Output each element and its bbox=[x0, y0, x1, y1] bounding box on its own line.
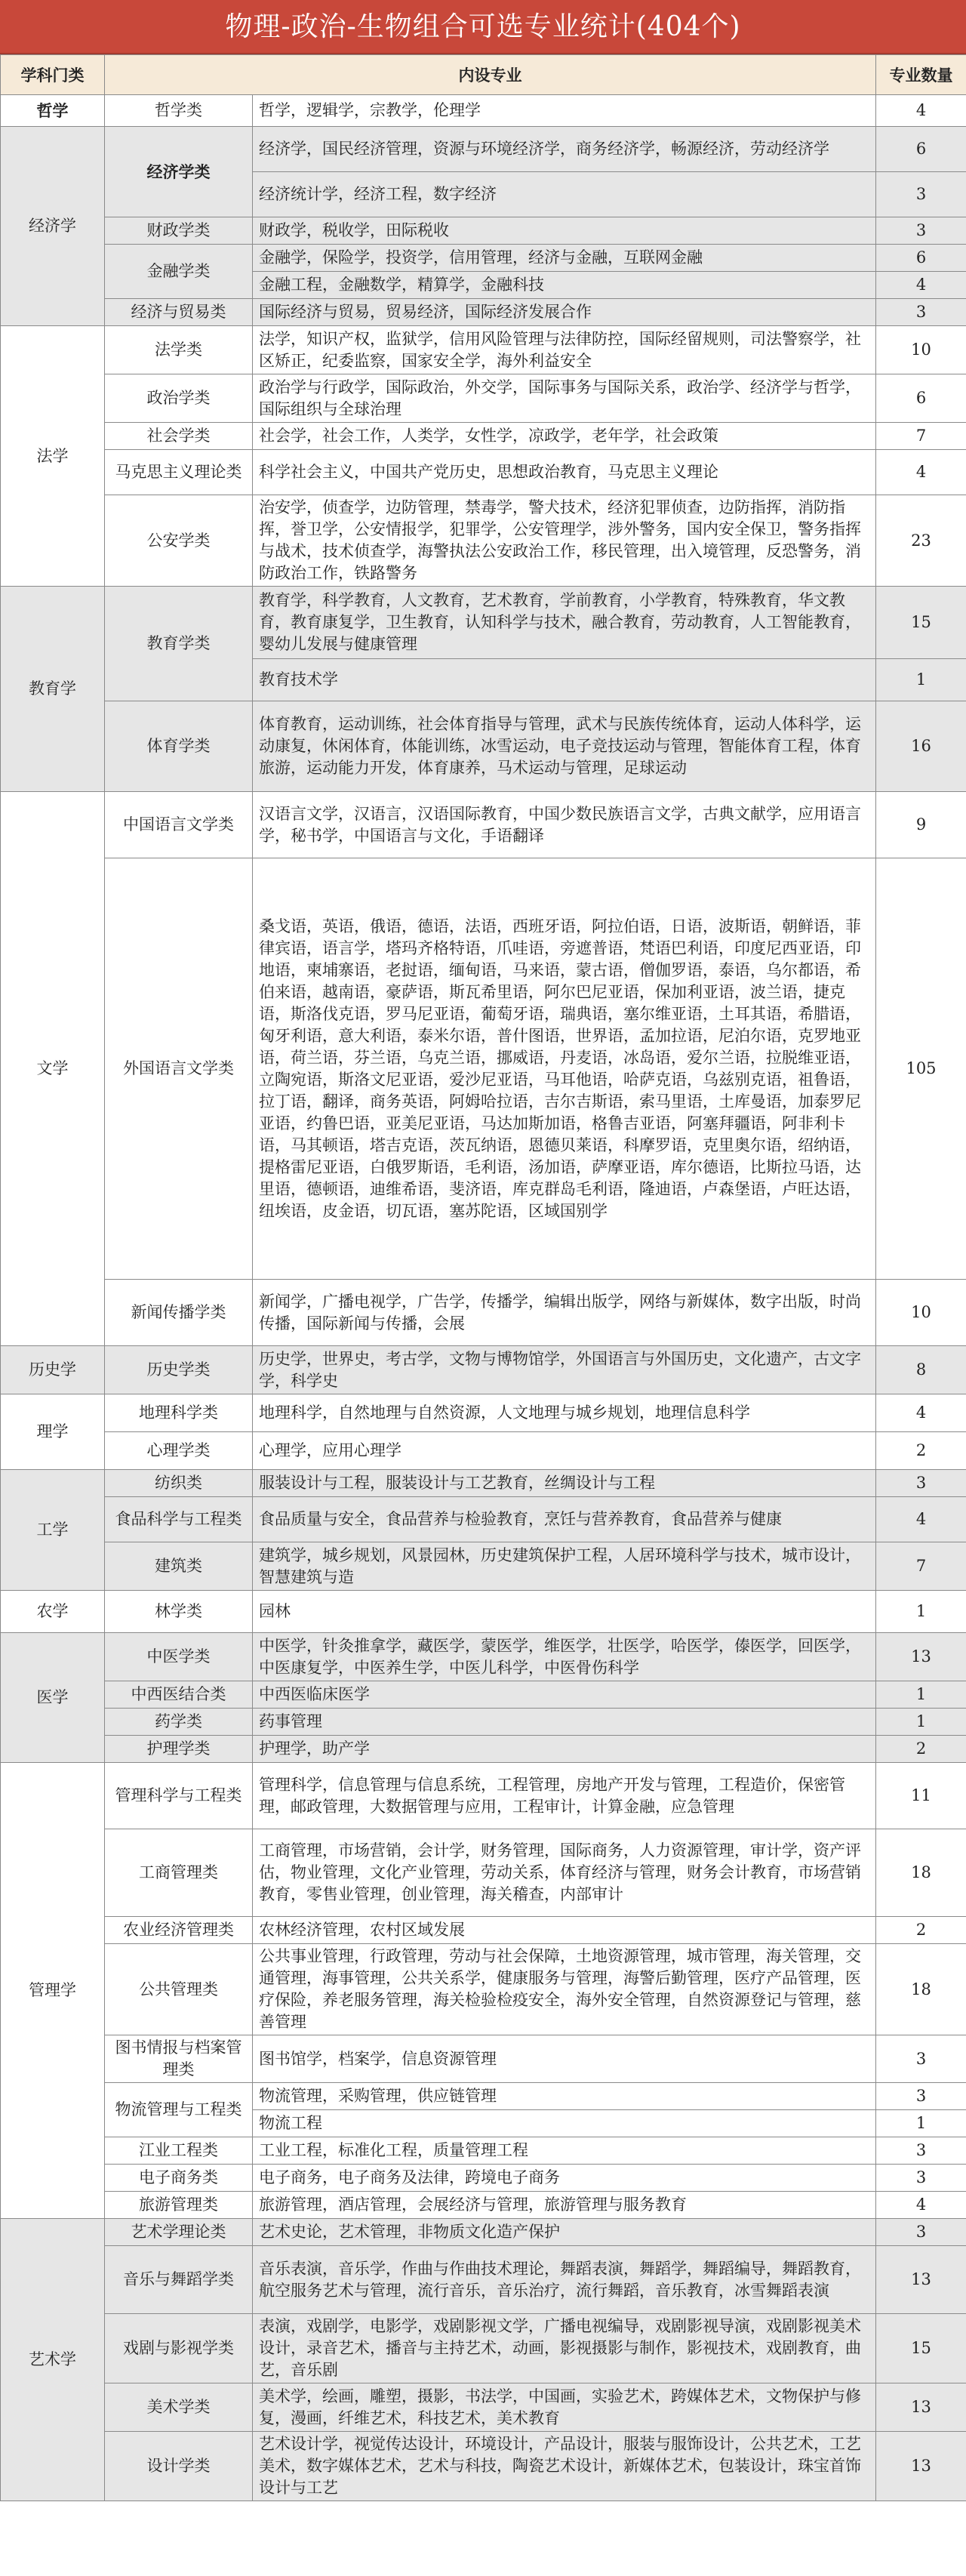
table-row bbox=[1, 1736, 966, 1763]
count-cell: 4 bbox=[876, 95, 966, 127]
table-row bbox=[1, 1280, 966, 1346]
subclass-cell: 地理科学类 bbox=[105, 1394, 253, 1432]
table-row bbox=[1, 2246, 966, 2314]
table-row bbox=[1, 2432, 966, 2501]
subclass-cell: 旅游管理类 bbox=[105, 2192, 253, 2219]
subclass-cell: 设计学类 bbox=[105, 2432, 253, 2501]
count-cell: 2 bbox=[876, 1736, 966, 1763]
table-row bbox=[1, 245, 966, 272]
table-row bbox=[1, 1591, 966, 1633]
majors-cell: 公共事业管理，行政管理，劳动与社会保障，土地资源管理，城市管理，海关管理，交通管理，海事管理，公共关系学，健康服务与管理，海警后勤管理，医疗产品管理，医疗保险，养老服务管理，海关检验检疫安全，海外安全管理，自然资源登记与管理，慈善管理 bbox=[253, 1944, 876, 2035]
subclass-cell: 经济学类 bbox=[105, 127, 253, 217]
category-cell: 法学 bbox=[1, 326, 105, 587]
category-cell: 工学 bbox=[1, 1470, 105, 1591]
majors-cell: 金融工程，金融数学，精算学，金融科技 bbox=[253, 272, 876, 299]
majors-cell: 哲学，逻辑学，宗教学，伦理学 bbox=[253, 95, 876, 127]
table-row bbox=[1, 326, 966, 374]
category-cell: 历史学 bbox=[1, 1346, 105, 1394]
table-row bbox=[1, 2314, 966, 2383]
count-cell: 8 bbox=[876, 1346, 966, 1394]
subclass-cell: 外国语言文学类 bbox=[105, 858, 253, 1280]
majors-cell: 心理学，应用心理学 bbox=[253, 1432, 876, 1470]
count-cell: 18 bbox=[876, 1829, 966, 1917]
majors-cell: 农林经济管理，农村区域发展 bbox=[253, 1917, 876, 1944]
subclass-cell: 经济与贸易类 bbox=[105, 299, 253, 326]
subclass-cell: 新闻传播学类 bbox=[105, 1280, 253, 1346]
page-title: 物理-政治-生物组合可选专业统计(404个) bbox=[0, 0, 966, 54]
subclass-cell: 农业经济管理类 bbox=[105, 1917, 253, 1944]
category-cell: 管理学 bbox=[1, 1763, 105, 2219]
majors-cell: 旅游管理，酒店管理，会展经济与管理，旅游管理与服务教育 bbox=[253, 2192, 876, 2219]
count-cell: 3 bbox=[876, 2083, 966, 2110]
count-cell: 7 bbox=[876, 423, 966, 450]
subclass-cell: 法学类 bbox=[105, 326, 253, 374]
majors-cell: 社会学，社会工作，人类学，女性学，凉政学，老年学，社会政策 bbox=[253, 423, 876, 450]
majors-cell: 护理学，助产学 bbox=[253, 1736, 876, 1763]
majors-cell: 物流工程 bbox=[253, 2110, 876, 2137]
majors-cell: 新闻学，广播电视学，广告学，传播学，编辑出版学，网络与新媒体，数字出版，时尚传播，国际新闻与传播，会展 bbox=[253, 1280, 876, 1346]
majors-cell: 经济统计学，经济工程，数字经济 bbox=[253, 172, 876, 217]
category-cell: 经济学 bbox=[1, 127, 105, 326]
subclass-cell: 政治学类 bbox=[105, 374, 253, 423]
table-row bbox=[1, 2219, 966, 2246]
count-cell: 6 bbox=[876, 127, 966, 172]
category-cell: 医学 bbox=[1, 1633, 105, 1763]
table-body bbox=[1, 95, 966, 2501]
subclass-cell: 历史学类 bbox=[105, 1346, 253, 1394]
subclass-cell: 图书情报与档案管理类 bbox=[105, 2035, 253, 2083]
table-row bbox=[1, 2083, 966, 2110]
majors-cell: 表演，戏剧学，电影学，戏剧影视文学，广播电视编导，戏剧影视导演，戏剧影视美术设计，录音艺术，播音与主持艺术，动画，影视摄影与制作，影视技术，戏剧教育，曲艺，音乐剧 bbox=[253, 2314, 876, 2383]
subclass-cell: 建筑类 bbox=[105, 1542, 253, 1591]
subclass-cell: 江业工程类 bbox=[105, 2137, 253, 2165]
subclass-cell: 电子商务类 bbox=[105, 2165, 253, 2192]
subclass-cell: 公共管理类 bbox=[105, 1944, 253, 2035]
count-cell: 1 bbox=[876, 1591, 966, 1633]
count-cell: 15 bbox=[876, 2314, 966, 2383]
count-cell: 1 bbox=[876, 659, 966, 701]
count-cell: 9 bbox=[876, 792, 966, 858]
category-cell: 哲学 bbox=[1, 95, 105, 127]
table-row bbox=[1, 2192, 966, 2219]
subclass-cell: 中西医结合类 bbox=[105, 1681, 253, 1709]
table-row bbox=[1, 587, 966, 659]
majors-cell: 音乐表演，音乐学，作曲与作曲技术理论，舞蹈表演，舞蹈学，舞蹈编导，舞蹈教育，航空服务艺术与管理，流行音乐，音乐治疗，流行舞蹈，音乐教育，冰雪舞蹈表演 bbox=[253, 2246, 876, 2314]
table-row bbox=[1, 701, 966, 792]
majors-cell: 政治学与行政学，国际政治，外交学，国际事务与国际关系，政治学、经济学与哲学，国际组织与全球治理 bbox=[253, 374, 876, 423]
count-cell: 3 bbox=[876, 2219, 966, 2246]
table-row bbox=[1, 1944, 966, 2035]
subclass-cell: 金融学类 bbox=[105, 245, 253, 299]
majors-cell: 美术学，绘画，雕塑，摄影，书法学，中国画，实验艺术，跨媒体艺术，文物保护与修复，漫画，纤维艺术，科技艺术，美术教育 bbox=[253, 2383, 876, 2432]
table-row bbox=[1, 1917, 966, 1944]
table-header-row bbox=[1, 55, 966, 95]
header-subclass: 内设专业 bbox=[105, 55, 876, 95]
majors-cell: 艺术史论，艺术管理，非物质文化造产保护 bbox=[253, 2219, 876, 2246]
count-cell: 3 bbox=[876, 2165, 966, 2192]
table-row bbox=[1, 2383, 966, 2432]
count-cell: 4 bbox=[876, 1497, 966, 1542]
majors-cell: 建筑学，城乡规划，风景园林，历史建筑保护工程，人居环境科学与技术，城市设计，智慧建筑与造 bbox=[253, 1542, 876, 1591]
table-row bbox=[1, 2165, 966, 2192]
table-row bbox=[1, 450, 966, 495]
majors-cell: 电子商务，电子商务及法律，跨境电子商务 bbox=[253, 2165, 876, 2192]
subclass-cell: 食品科学与工程类 bbox=[105, 1497, 253, 1542]
majors-cell: 历史学，世界史，考古学，文物与博物馆学，外国语言与外国历史，文化遗产，古文字学，科学史 bbox=[253, 1346, 876, 1394]
majors-cell: 服装设计与工程，服装设计与工艺教育，丝绸设计与工程 bbox=[253, 1470, 876, 1497]
category-cell: 理学 bbox=[1, 1394, 105, 1470]
category-cell: 艺术学 bbox=[1, 2219, 105, 2501]
majors-cell: 中医学，针灸推拿学，藏医学，蒙医学，维医学，壮医学，哈医学，傣医学，回医学，中医康复学，中医养生学，中医儿科学，中医骨伤科学 bbox=[253, 1633, 876, 1681]
count-cell: 13 bbox=[876, 2246, 966, 2314]
subclass-cell: 纺织类 bbox=[105, 1470, 253, 1497]
table-row bbox=[1, 1346, 966, 1394]
count-cell: 4 bbox=[876, 272, 966, 299]
table-row bbox=[1, 1829, 966, 1917]
count-cell: 18 bbox=[876, 1944, 966, 2035]
count-cell: 6 bbox=[876, 245, 966, 272]
count-cell: 3 bbox=[876, 172, 966, 217]
majors-cell: 治安学，侦查学，边防管理，禁毒学，警犬技术，经济犯罪侦查，边防指挥，消防指挥，誉卫学，公安情报学，犯罪学，公安管理学，涉外警务，国内安全保卫，警务指挥与战术，技术侦查学，海警执法公安政治工作，移民管理，出入境管理，反恐警务，消防政治工作，铁路警务 bbox=[253, 495, 876, 587]
subclass-cell: 中医学类 bbox=[105, 1633, 253, 1681]
majors-cell: 教育学，科学教育，人文教育，艺术教育，学前教育，小学教育，特殊教育，华文教育，教育康复学，卫生教育，认知科学与技术，融合教育，劳动教育，人工智能教育，婴幼儿发展与健康管理 bbox=[253, 587, 876, 659]
count-cell: 2 bbox=[876, 1917, 966, 1944]
subclass-cell: 音乐与舞蹈学类 bbox=[105, 2246, 253, 2314]
majors-cell: 图书馆学，档案学，信息资源管理 bbox=[253, 2035, 876, 2083]
subclass-cell: 工商管理类 bbox=[105, 1829, 253, 1917]
subclass-cell: 教育学类 bbox=[105, 587, 253, 701]
table-row bbox=[1, 1470, 966, 1497]
count-cell: 3 bbox=[876, 2137, 966, 2165]
category-cell: 农学 bbox=[1, 1591, 105, 1633]
count-cell: 13 bbox=[876, 2383, 966, 2432]
count-cell: 16 bbox=[876, 701, 966, 792]
majors-cell: 金融学，保险学，投资学，信用管理，经济与金融，互联网金融 bbox=[253, 245, 876, 272]
subclass-cell: 艺术学理论类 bbox=[105, 2219, 253, 2246]
count-cell: 1 bbox=[876, 2110, 966, 2137]
majors-cell: 工业工程，标准化工程，质量管理工程 bbox=[253, 2137, 876, 2165]
count-cell: 10 bbox=[876, 1280, 966, 1346]
subclass-cell: 哲学类 bbox=[105, 95, 253, 127]
table-row bbox=[1, 127, 966, 172]
subclass-cell: 戏剧与影视学类 bbox=[105, 2314, 253, 2383]
subclass-cell: 中国语言文学类 bbox=[105, 792, 253, 858]
subclass-cell: 体育学类 bbox=[105, 701, 253, 792]
majors-cell: 中西医临床医学 bbox=[253, 1681, 876, 1709]
table-row bbox=[1, 1633, 966, 1681]
majors-cell: 艺术设计学，视觉传达设计，环境设计，产品设计，服装与服饰设计，公共艺术，工艺美术，数字媒体艺术，艺术与科技，陶瓷艺术设计，新媒体艺术，包装设计，珠宝首饰设计与工艺 bbox=[253, 2432, 876, 2501]
count-cell: 15 bbox=[876, 587, 966, 659]
subclass-cell: 美术学类 bbox=[105, 2383, 253, 2432]
table-row bbox=[1, 374, 966, 423]
table-row bbox=[1, 792, 966, 858]
majors-cell: 管理科学，信息管理与信息系统，工程管理，房地产开发与管理，工程造价，保密管理，邮政管理，大数据管理与应用，工程审计，计算金融，应急管理 bbox=[253, 1763, 876, 1829]
table-row bbox=[1, 299, 966, 326]
table-row bbox=[1, 1542, 966, 1591]
count-cell: 10 bbox=[876, 326, 966, 374]
table-row bbox=[1, 423, 966, 450]
subclass-cell: 财政学类 bbox=[105, 217, 253, 245]
subclass-cell: 管理科学与工程类 bbox=[105, 1763, 253, 1829]
majors-cell: 国际经济与贸易，贸易经济，国际经济发展合作 bbox=[253, 299, 876, 326]
table-row bbox=[1, 1497, 966, 1542]
count-cell: 2 bbox=[876, 1432, 966, 1470]
count-cell: 3 bbox=[876, 1470, 966, 1497]
majors-cell: 财政学，税收学，田际税收 bbox=[253, 217, 876, 245]
majors-cell: 工商管理，市场营销，会计学，财务管理，国际商务，人力资源管理，审计学，资产评估，物业管理，文化产业管理，劳动关系，体育经济与管理，财务会计教育，市场营销教育，零售业管理，创业管理，海关稽查，内部审计 bbox=[253, 1829, 876, 1917]
majors-cell: 桑戈语，英语，俄语，德语，法语，西班牙语，阿拉伯语，日语，波斯语，朝鲜语，菲律宾语，语言学，塔玛齐格特语，爪哇语，旁遮普语，梵语巴利语，印度尼西亚语，印地语，柬埔寨语，老挝语，缅甸语，马来语，蒙古语，僧伽罗语，泰语，乌尔都语，希伯来语，越南语，豪萨语，斯瓦希里语，阿尔巴尼亚语，保加利亚语，波兰语，捷克语，斯洛伐克语，罗马尼亚语，葡萄牙语，瑞典语，塞尔维亚语，土耳其语，希腊语，匈牙利语，意大利语，泰米尔语，普什图语，世界语，孟加拉语，尼泊尔语，克罗地亚语，荷兰语，芬兰语，乌克兰语，挪威语，丹麦语，冰岛语，爱尔兰语，拉脱维亚语，立陶宛语，斯洛文尼亚语，爱沙尼亚语，马耳他语，哈萨克语，乌兹别克语，祖鲁语，拉丁语，翻译，商务英语，阿姆哈拉语，吉尔吉斯语，索马里语，土库曼语，加泰罗尼亚语，约鲁巴语，亚美尼亚语，马达加斯加语，格鲁吉亚语，阿塞拜疆语，阿非利卡语，马其顿语，塔吉克语，茨瓦纳语，恩德贝莱语，科摩罗语，克里奥尔语，绍纳语，提格雷尼亚语，白俄罗斯语，毛利语，汤加语，萨摩亚语，库尔德语，比斯拉马语，达里语，德顿语，迪维希语，斐济语，库克群岛毛利语，隆迪语，卢森堡语，卢旺达语，纽埃语，皮金语，切瓦语，塞苏陀语，区域国别学 bbox=[253, 858, 876, 1280]
majors-cell: 经济学，国民经济管理，资源与环境经济学，商务经济学，畅源经济，劳动经济学 bbox=[253, 127, 876, 172]
table-row bbox=[1, 858, 966, 1280]
table-row bbox=[1, 1394, 966, 1432]
count-cell: 7 bbox=[876, 1542, 966, 1591]
count-cell: 13 bbox=[876, 2432, 966, 2501]
count-cell: 11 bbox=[876, 1763, 966, 1829]
table-row bbox=[1, 1432, 966, 1470]
subclass-cell: 公安学类 bbox=[105, 495, 253, 587]
count-cell: 1 bbox=[876, 1709, 966, 1736]
header-category: 学科门类 bbox=[1, 55, 105, 95]
subclass-cell: 林学类 bbox=[105, 1591, 253, 1633]
majors-cell: 食品质量与安全，食品营养与检验教育，烹饪与营养教育，食品营养与健康 bbox=[253, 1497, 876, 1542]
count-cell: 4 bbox=[876, 1394, 966, 1432]
subclass-cell: 社会学类 bbox=[105, 423, 253, 450]
subclass-cell: 物流管理与工程类 bbox=[105, 2083, 253, 2137]
header-count: 专业数量 bbox=[876, 55, 966, 95]
count-cell: 4 bbox=[876, 2192, 966, 2219]
table-row bbox=[1, 1763, 966, 1829]
count-cell: 13 bbox=[876, 1633, 966, 1681]
majors-cell: 教育技术学 bbox=[253, 659, 876, 701]
table-row bbox=[1, 95, 966, 127]
count-cell: 3 bbox=[876, 2035, 966, 2083]
subclass-cell: 心理学类 bbox=[105, 1432, 253, 1470]
majors-cell: 体育教育，运动训练，社会体育指导与管理，武术与民族传统体育，运动人体科学，运动康复，休闲体育，体能训练，冰雪运动，电子竞技运动与管理，智能体育工程，体育旅游，运动能力开发，体育康养，马术运动与管理，足球运动 bbox=[253, 701, 876, 792]
count-cell: 3 bbox=[876, 217, 966, 245]
table-row bbox=[1, 2137, 966, 2165]
count-cell: 1 bbox=[876, 1681, 966, 1709]
category-cell: 教育学 bbox=[1, 587, 105, 792]
table-row bbox=[1, 495, 966, 587]
majors-cell: 药事管理 bbox=[253, 1709, 876, 1736]
majors-cell: 园林 bbox=[253, 1591, 876, 1633]
table-row bbox=[1, 1709, 966, 1736]
subclass-cell: 马克思主义理论类 bbox=[105, 450, 253, 495]
table-row bbox=[1, 1681, 966, 1709]
count-cell: 105 bbox=[876, 858, 966, 1280]
count-cell: 6 bbox=[876, 374, 966, 423]
subclass-cell: 药学类 bbox=[105, 1709, 253, 1736]
table-row bbox=[1, 217, 966, 245]
majors-cell: 地理科学，自然地理与自然资源，人文地理与城乡规划，地理信息科学 bbox=[253, 1394, 876, 1432]
subclass-cell: 护理学类 bbox=[105, 1736, 253, 1763]
table-row bbox=[1, 2035, 966, 2083]
count-cell: 3 bbox=[876, 299, 966, 326]
majors-cell: 法学，知识产权，监狱学，信用风险管理与法律防控，国际经留规则，司法警察学，社区矫正，纪委监察，国家安全学，海外利益安全 bbox=[253, 326, 876, 374]
category-cell: 文学 bbox=[1, 792, 105, 1346]
major-stats-table bbox=[0, 54, 966, 2501]
majors-cell: 汉语言文学，汉语言，汉语国际教育，中国少数民族语言文学，古典文献学，应用语言学，秘书学，中国语言与文化，手语翻译 bbox=[253, 792, 876, 858]
majors-cell: 科学社会主义，中国共产党历史，思想政治教育，马克思主义理论 bbox=[253, 450, 876, 495]
majors-cell: 物流管理，采购管理，供应链管理 bbox=[253, 2083, 876, 2110]
count-cell: 4 bbox=[876, 450, 966, 495]
count-cell: 23 bbox=[876, 495, 966, 587]
